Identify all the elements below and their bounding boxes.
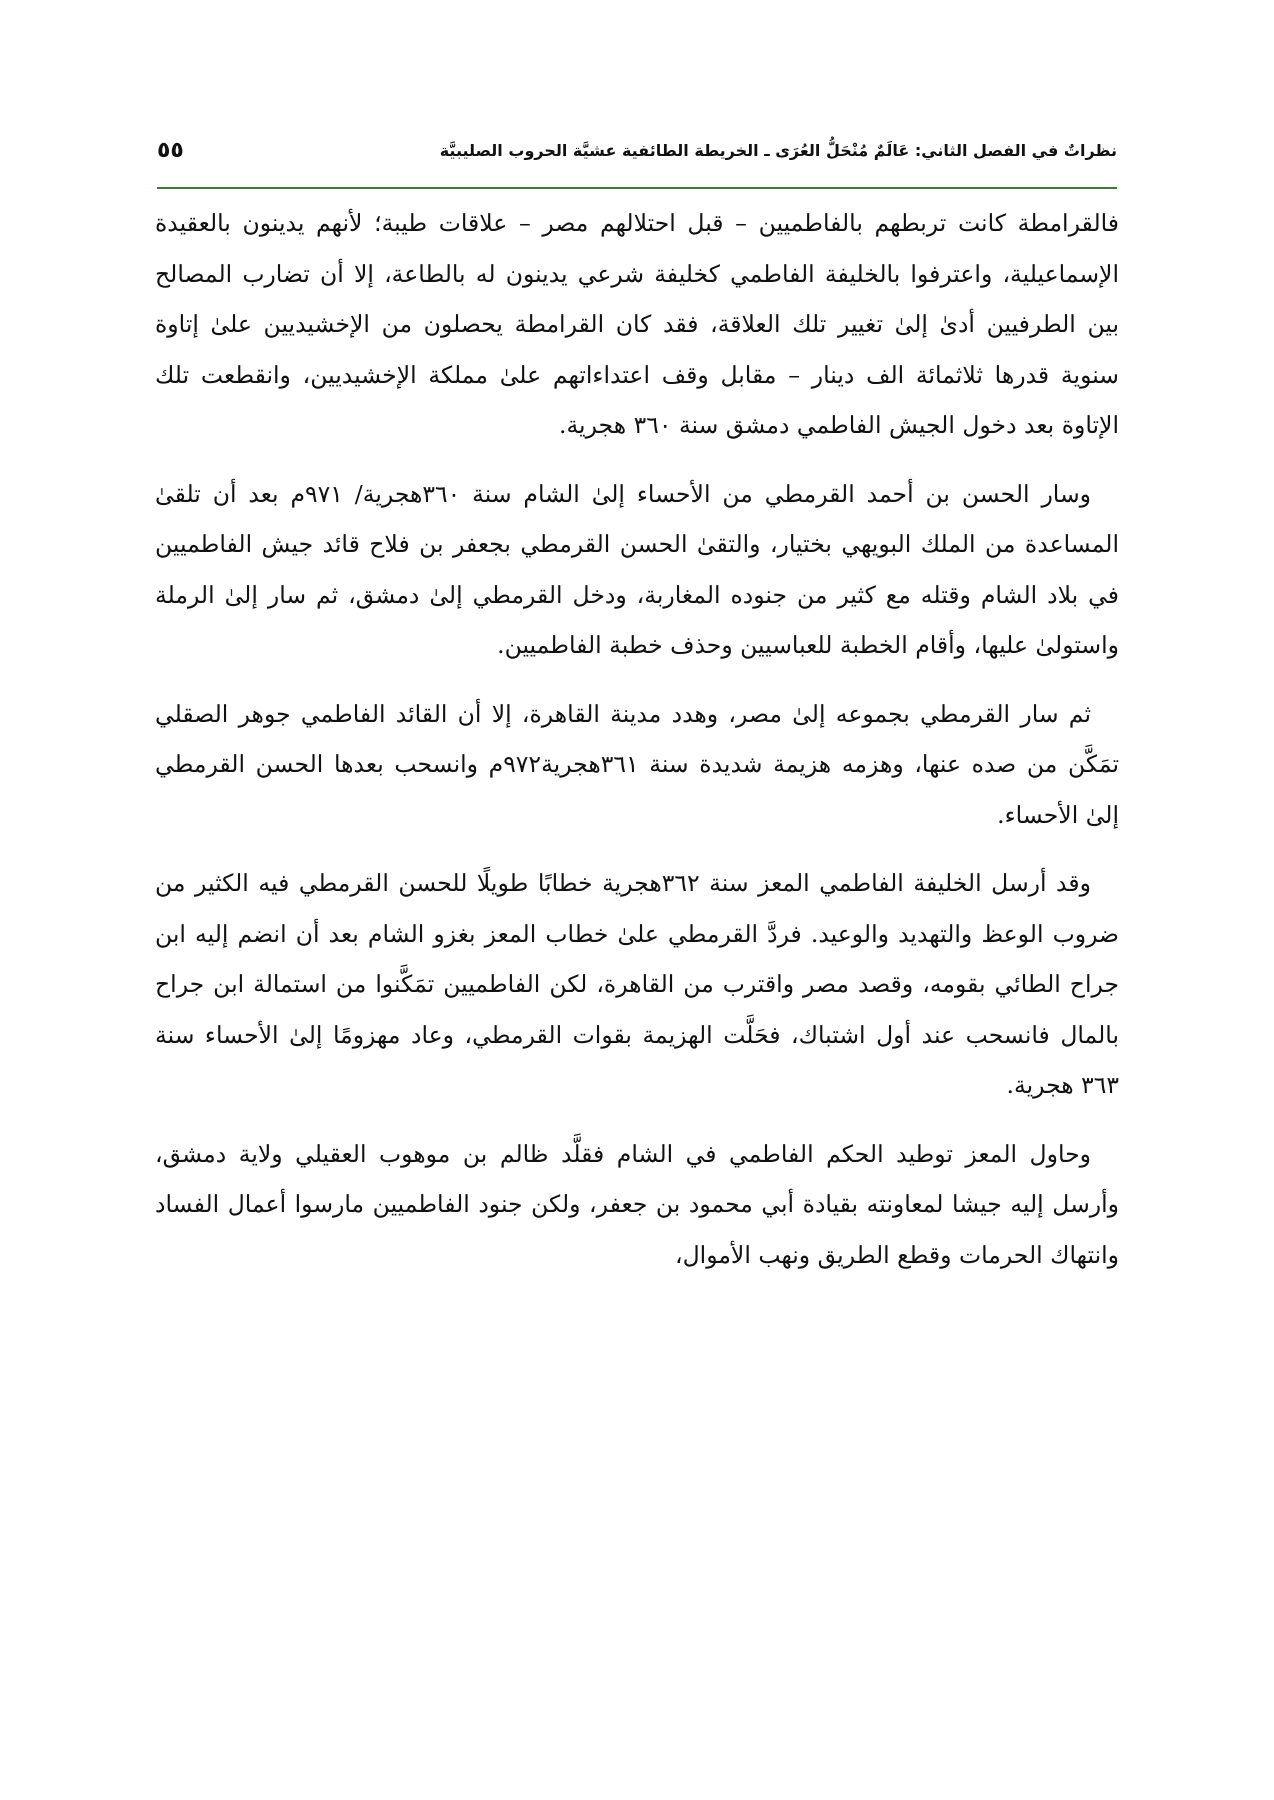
header-rule	[157, 187, 1117, 189]
page-header	[157, 128, 1117, 172]
running-title: نظراتٌ في الفصل الثاني: عَالَمٌ مُنْحَلُّ العُرَى ـ الخريطة الطائفية عشيَّة الحروب الصليبيَّة	[439, 140, 1117, 160]
page-number: ٥٥	[157, 137, 184, 163]
paragraph: فالقرامطة كانت تربطهم بالفاطميين – قبل احتلالهم مصر – علاقات طيبة؛ لأنهم يدينون بالعقيدة الإسماعيلية، واعترفوا بالخليفة الفاطمي كخليفة شرعي يدينون له بالطاعة، إلا أن تضارب المصالح بين الطرفيين أدىٰ إلىٰ تغيير تلك العلاقة، فقد كان القرامطة يحصلون من الإخشيديين علىٰ إتاوة سنوية قدرها ثلاثمائة الف دينار – مقابل وقف اعتداءاتهم علىٰ مملكة الإخشيديين، وانقطعت تلك الإتاوة بعد دخول الجيش الفاطمي دمشق سنة ٣٦٠ هجرية.	[155, 209, 1119, 439]
paragraph: وسار الحسن بن أحمد القرمطي من الأحساء إلىٰ الشام سنة ٣٦٠هجرية/ ٩٧١م بعد أن تلقىٰ المساعدة من الملك البويهي بختيار، والتقىٰ الحسن القرمطي بجعفر بن فلاح قائد جيش الفاطميين في بلاد الشام وقتله مع كثير من جنوده المغاربة، ودخل القرمطي إلىٰ دمشق، ثم سار إلىٰ الرملة واستولىٰ عليها، وأقام الخطبة للعباسيين وحذف خطبة الفاطميين.	[155, 479, 1119, 659]
paragraph: ثم سار القرمطي بجموعه إلىٰ مصر، وهدد مدينة القاهرة، إلا أن القائد الفاطمي جوهر الصقلي تمَكَّن من صده عنها، وهزمه هزيمة شديدة سنة ٣٦١هجرية٩٧٢م وانسحب بعدها الحسن القرمطي إلىٰ الأحساء.	[155, 699, 1119, 829]
paragraph: وقد أرسل الخليفة الفاطمي المعز سنة ٣٦٢هجرية خطابًا طويلًا للحسن القرمطي فيه الكثير من ضروب الوعظ والتهديد والوعيد. فردَّ القرمطي علىٰ خطاب المعز بغزو الشام بعد أن انضم إليه ابن جراح الطائي بقومه، وقصد مصر واقترب من القاهرة، لكن الفاطميين تمَكَّنوا من استمالة ابن جراح بالمال فانسحب عند أول اشتباك، فحَلَّت الهزيمة بقوات القرمطي، وعاد مهزومًا إلىٰ الأحساء سنة ٣٦٣ هجرية.	[155, 869, 1119, 1099]
body-text	[155, 198, 1119, 1298]
paragraph: وحاول المعز توطيد الحكم الفاطمي في الشام فقلَّد ظالم بن موهوب العقيلي ولاية دمشق، وأرسل إليه جيشا لمعاونته بقيادة أبي محمود بن جعفر، ولكن جنود الفاطميين مارسوا أعمال الفساد وانتهاك الحرمات وقطع الطريق ونهب الأموال،	[155, 1139, 1119, 1269]
